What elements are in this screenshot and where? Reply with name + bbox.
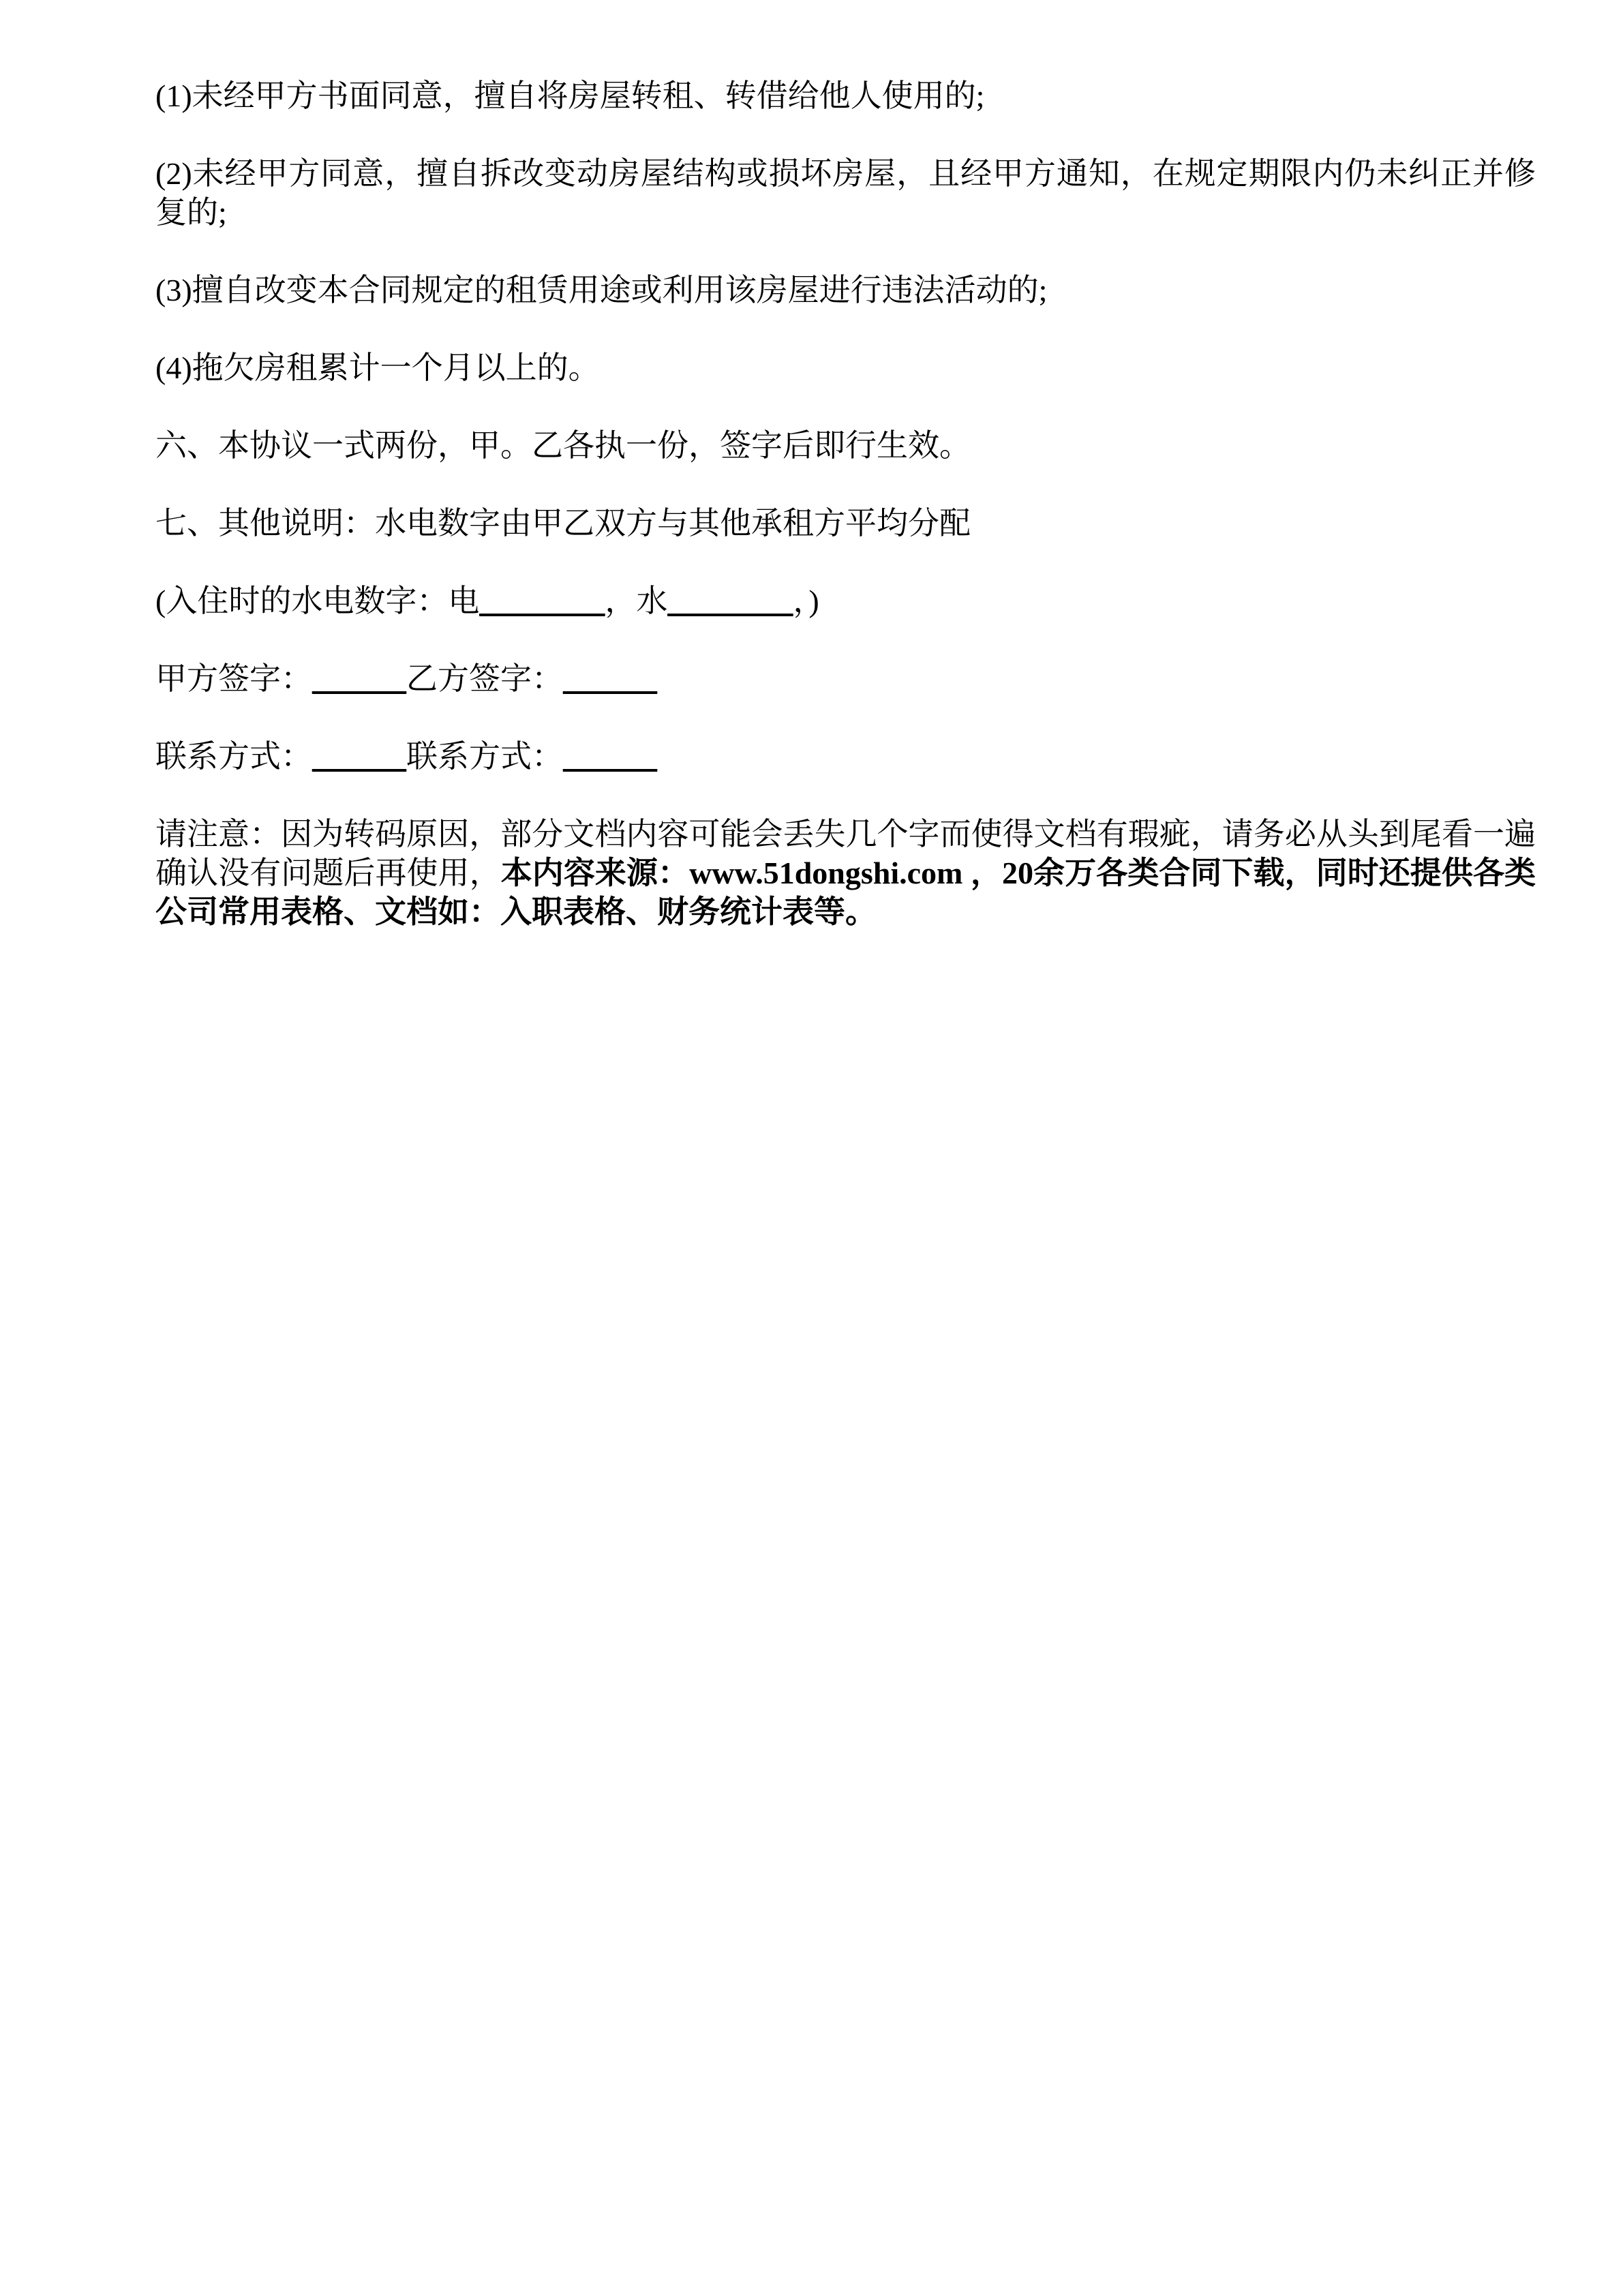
party-b-signature-label: 乙方签字： bbox=[406, 661, 563, 696]
meter-readings bbox=[155, 581, 1536, 620]
meter-prefix: (入住时的水电数字：电 bbox=[155, 584, 480, 618]
clause-2: (2)未经甲方同意，擅自拆改变动房屋结构或损坏房屋，且经甲方通知，在规定期限内仍未纠正并修复的; bbox=[155, 156, 1536, 230]
contact-line bbox=[155, 737, 1536, 776]
clause-4: (4)拖欠房租累计一个月以上的。 bbox=[155, 350, 600, 385]
document-body bbox=[155, 76, 1536, 970]
meter-suffix: ，) bbox=[793, 584, 819, 618]
section-7: 七、其他说明：水电数字由甲乙双方与其他承租方平均分配 bbox=[155, 506, 971, 541]
notice bbox=[155, 815, 1536, 931]
clause-3: (3)擅自改变本合同规定的租赁用途或利用该房屋进行违法活动的; bbox=[155, 273, 1048, 307]
clause-1: (1)未经甲方书面同意，擅自将房屋转租、转借给他人使用的; bbox=[155, 78, 985, 113]
notice-text: 请注意：因为转码原因，部分文档内容可能会丢失几个字而使得文档有瑕疵，请务必从头到尾看一遍确认没有问题后再使用， bbox=[155, 817, 1536, 890]
party-b-contact-label: 联系方式： bbox=[406, 739, 563, 774]
water-blank: ________ bbox=[667, 584, 793, 618]
party-a-contact-label: 联系方式： bbox=[155, 739, 312, 774]
party-a-signature-blank: ______ bbox=[312, 661, 406, 696]
party-b-contact-blank: ______ bbox=[563, 739, 657, 774]
party-b-signature-blank: ______ bbox=[563, 661, 657, 696]
signature-line bbox=[155, 659, 1536, 698]
section-6: 六、本协议一式两份，甲。乙各执一份，签字后即行生效。 bbox=[155, 428, 971, 463]
meter-mid: ，水 bbox=[605, 584, 668, 618]
electricity-blank: ________ bbox=[479, 584, 605, 618]
party-a-contact-blank: ______ bbox=[312, 739, 406, 774]
party-a-signature-label: 甲方签字： bbox=[155, 661, 312, 696]
notice-source: 本内容来源：www.51dongshi.com ，20余万各类合同下载，同时还提供各类公司常用表格、文档如：入职表格、财务统计表等。 bbox=[155, 856, 1536, 929]
